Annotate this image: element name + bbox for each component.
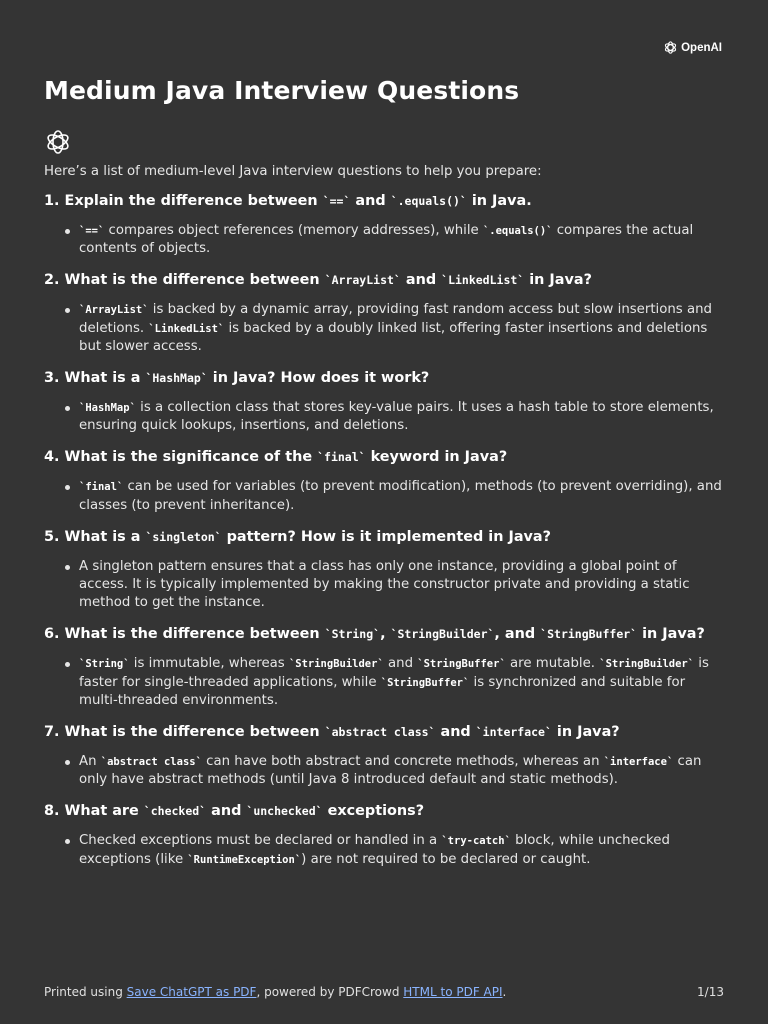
text-segment: can only have abstract methods (until Java 8 introduced default and static methods).: [79, 754, 702, 788]
html-to-pdf-api-link[interactable]: HTML to PDF API: [403, 985, 503, 999]
inline-code: `LinkedList`: [148, 322, 225, 335]
question-heading: [44, 447, 726, 468]
answer-item: [79, 222, 726, 258]
text-segment: A singleton pattern ensures that a class has only one instance, providing a global point of access. It is typically implemented by making the constructor private and providing a static method to get the instance.: [79, 558, 690, 611]
text-segment: is synchronized and suitable for multi-threaded environments.: [79, 674, 686, 708]
answer-list: [44, 478, 726, 514]
text-segment: 2. What is the difference between: [44, 272, 325, 289]
inline-code: `unchecked`: [246, 804, 323, 819]
brand: [663, 40, 722, 55]
text-segment: can have both abstract and concrete methods, whereas an: [201, 754, 604, 770]
inline-code: `String`: [324, 627, 381, 642]
inline-code: `StringBuffer`: [380, 676, 470, 689]
answer-list: [44, 558, 726, 613]
text-segment: in Java? How does it work?: [207, 370, 430, 387]
answer-list: [44, 655, 726, 710]
question-heading: [44, 191, 726, 212]
answer-list: [44, 301, 726, 356]
inline-code: `StringBuilder`: [288, 658, 384, 671]
footer-middle: , powered by PDFCrowd: [256, 985, 404, 999]
text-segment: and: [383, 656, 418, 672]
text-segment: exceptions?: [322, 803, 425, 820]
text-segment: , and: [494, 626, 541, 643]
text-segment: can be used for variables (to prevent modification), methods (to prevent overriding), and classes (to prevent inheritance).: [79, 479, 722, 513]
text-segment: and: [206, 803, 247, 820]
answer-item: [79, 753, 726, 789]
inline-code: `.equals()`: [390, 194, 467, 208]
answer-item: [79, 399, 726, 435]
footer-prefix: Printed using: [44, 985, 127, 999]
footer-credit: [44, 985, 506, 999]
inline-code: `ArrayList`: [324, 273, 401, 288]
inline-code: `HashMap`: [145, 371, 208, 386]
answer-item: [79, 655, 726, 710]
inline-code: `StringBuffer`: [540, 627, 638, 642]
page-number: 1/13: [697, 985, 724, 999]
conversation-content: [44, 163, 726, 881]
inline-code: `StringBuilder`: [390, 627, 495, 642]
chatgpt-logo-icon: [44, 128, 72, 156]
text-segment: 5. What is a: [44, 528, 146, 545]
text-segment: 1. Explain the difference between: [44, 193, 323, 209]
text-segment: 8. What are: [44, 803, 144, 820]
text-segment: 3. What is a: [44, 370, 146, 387]
question-heading: [44, 368, 726, 389]
intro-text: Here’s a list of medium-level Java interview questions to help you prepare:: [44, 164, 542, 179]
text-segment: ,: [380, 626, 391, 643]
text-segment: block, while unchecked exceptions (like: [79, 833, 670, 867]
inline-code: `interface`: [475, 725, 552, 740]
text-segment: 7. What is the difference between: [44, 724, 325, 741]
answer-item: [79, 832, 726, 868]
text-segment: keyword in Java?: [365, 449, 508, 466]
footer-suffix: .: [502, 985, 507, 999]
inline-code: `StringBuilder`: [599, 658, 695, 671]
text-segment: is faster for single-threaded applications, while: [79, 656, 709, 690]
question-list: [44, 191, 726, 869]
save-chatgpt-pdf-link[interactable]: Save ChatGPT as PDF: [126, 985, 257, 999]
text-segment: Checked exceptions must be declared or handled in a: [79, 833, 442, 849]
text-segment: in Java?: [637, 626, 705, 643]
question-heading: [44, 624, 726, 645]
answer-item: [79, 478, 726, 514]
text-segment: compares the actual contents of objects.: [79, 223, 694, 257]
answer-list: [44, 832, 726, 868]
answer-item: [79, 558, 726, 613]
text-segment: 6. What is the difference between: [44, 626, 325, 643]
text-segment: is a collection class that stores key-value pairs. It uses a hash table to store elements, ensuring quick lookups, insertions, and deletions.: [79, 400, 714, 434]
inline-code: `abstract class`: [100, 756, 202, 769]
text-segment: is backed by a doubly linked list, offering faster insertions and deletions but slower access.: [79, 320, 708, 354]
inline-code: `StringBuffer`: [417, 658, 506, 671]
question-heading: [44, 722, 726, 743]
text-segment: ) are not required to be declared or caught.: [301, 851, 591, 867]
answer-item: [79, 301, 726, 356]
text-segment: in Java.: [466, 193, 532, 209]
answer-list: [44, 222, 726, 258]
text-segment: and: [400, 272, 442, 289]
question-heading: [44, 801, 726, 822]
inline-code: `try-catch`: [441, 835, 511, 848]
inline-code: `singleton`: [145, 529, 222, 544]
inline-code: `interface`: [603, 756, 674, 769]
text-segment: and: [350, 193, 391, 209]
inline-code: `HashMap`: [79, 402, 136, 415]
inline-code: `checked`: [143, 804, 207, 819]
text-segment: An: [79, 754, 101, 770]
brand-name: OpenAI: [681, 41, 722, 54]
answer-list: [44, 399, 726, 435]
inline-code: `final`: [317, 450, 366, 465]
question-heading: [44, 527, 726, 548]
inline-code: `.equals()`: [482, 225, 553, 237]
text-segment: is backed by a dynamic array, providing fast random access but slow insertions and deletions.: [79, 302, 712, 336]
inline-code: `final`: [79, 481, 124, 494]
inline-code: `LinkedList`: [441, 273, 525, 288]
inline-code: `abstract class`: [324, 725, 436, 740]
page-title: Medium Java Interview Questions: [44, 76, 520, 105]
inline-code: `==`: [322, 194, 351, 208]
question-heading: [44, 270, 726, 291]
inline-code: `ArrayList`: [79, 304, 149, 317]
text-segment: pattern? How is it implemented in Java?: [221, 528, 551, 545]
text-segment: are mutable.: [505, 656, 600, 672]
text-segment: and: [435, 724, 476, 741]
inline-code: `String`: [79, 658, 130, 671]
openai-logo-icon: [663, 40, 678, 55]
text-segment: in Java?: [524, 272, 592, 289]
text-segment: in Java?: [551, 724, 620, 741]
inline-code: `==`: [79, 225, 105, 237]
text-segment: 4. What is the significance of the: [44, 449, 318, 466]
inline-code: `RuntimeException`: [187, 853, 302, 866]
answer-list: [44, 753, 726, 789]
text-segment: is immutable, whereas: [129, 656, 289, 672]
footer: [44, 985, 724, 999]
text-segment: compares object references (memory addresses), while: [104, 223, 483, 238]
